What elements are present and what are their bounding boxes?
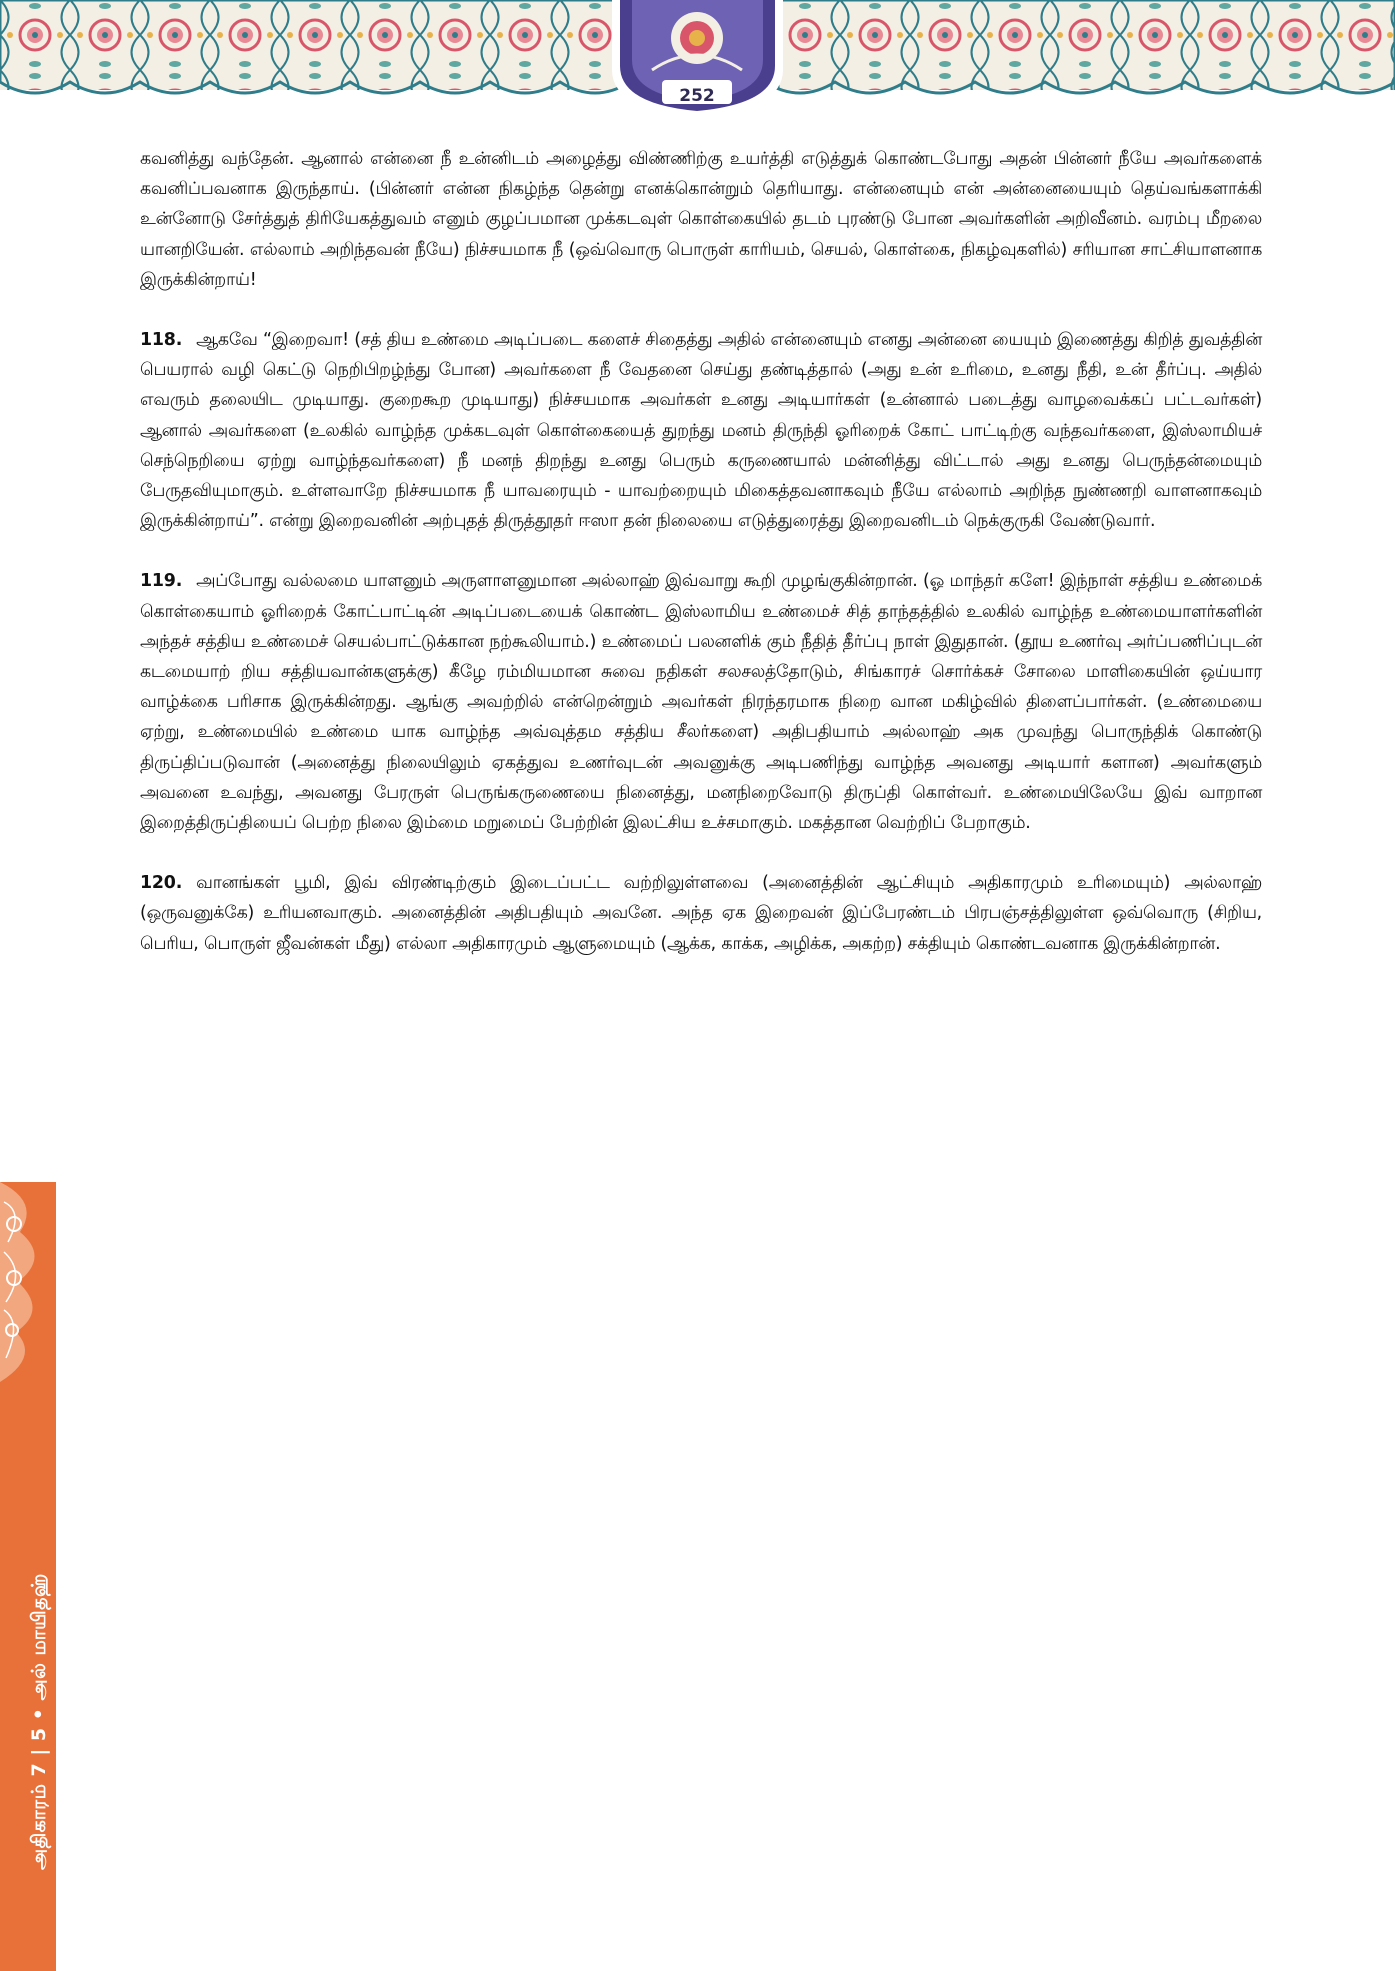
verse-number: 120. [140, 873, 183, 894]
verse-commentary-body [140, 144, 1262, 989]
paragraph-verse-119 [140, 566, 1262, 838]
paragraph-verse-118 [140, 325, 1262, 536]
paragraph-text: ஆகவே “இறைவா! (சத் திய உண்மை அடிப்படை களைச் சிதைத்து அதில் என்னையும் எனது அன்னை யையும் இணைத்து கிறித் துவத்தின் பெயரால் வழி கெட்டு நெறிபிறழ்ந்து போன) அவர்களை நீ வேதனை செய்து தண்டித்தால் (அது உன் உரிமை, உனது நீதி, உன் தீர்ப்பு. அதில் எவரும் தலையிட முடியாது. குறைகூற முடியாது) நிச்சயமாக அவர்கள் உனது அடியார்கள் (உன்னால் படைத்து வாழவைக்கப் பட்டவர்கள்) ஆனால் அவர்களை (உலகில் வாழ்ந்த முக்கடவுள் கொள்கையைத் துறந்து மனம் திருந்தி ஓரிறைக் கோட் பாட்டிற்கு வந்தவர்களை, இஸ்லாமியச் செந்நெறியை ஏற்று வாழ்ந்தவர்களை) நீ மனந் திறந்து உனது பெரும் கருணையால் மன்னித்து விட்டால் அது உனது பெருந்தன்மையும் பேருதவியுமாகும். உள்ளவாறே நிச்சயமாக நீ யாவரையும் - யாவற்றையும் மிகைத்தவனாகவும் நீயே எல்லாம் அறிந்த நுண்ணறி வாளனாகவும் இருக்கின்றாய்”. என்று இறைவனின் அற்புதத் திருத்தூதர் ஈஸா தன் நிலையை எடுத்துரைத்து இறைவனிடம் நெக்குருகி வேண்டுவார். [140, 330, 1262, 532]
page-number: 252 [679, 86, 715, 106]
chapter-side-label: அதிகாரம் 7 | 5 • அல் மாயிதஹ் [28, 1573, 50, 1870]
paragraph-verse-120 [140, 868, 1262, 959]
paragraph-text: வானங்கள் பூமி, இவ் விரண்டிற்கும் இடைப்பட்ட வற்றிலுள்ளவை (அனைத்தின் ஆட்சியும் அதிகாரமும் உரிமையும்) அல்லாஹ் (ஒருவனுக்கே) உரியனவாகும். அனைத்தின் அதிபதியும் அவனே. அந்த ஏக இறைவன் இப்பேரண்டம் பிரபஞ்சத்திலுள்ள ஒவ்வொரு (சிறிய, பெரிய, பொருள் ஜீவன்கள் மீது) எல்லா அதிகாரமும் ஆளுமையும் (ஆக்க, காக்க, அழிக்க, அகற்ற) சக்தியும் கொண்டவனாக இருக்கின்றான். [140, 873, 1262, 954]
paragraph-text: கவனித்து வந்தேன். ஆனால் என்னை நீ உன்னிடம் அழைத்து விண்ணிற்கு உயர்த்தி எடுத்துக் கொண்டபோது அதன் பின்னர் நீயே அவர்களைக் கவனிப்பவனாக இருந்தாய். (பின்னர் என்ன நிகழ்ந்த தென்று எனக்கொன்றும் தெரியாது. என்னையும் என் அன்னையையும் தெய்வங்களாக்கி உன்னோடு சேர்த்துத் திரியேகத்துவம் எனும் குழப்பமான முக்கடவுள் கொள்கையில் தடம் புரண்டு போன அவர்களின் அறிவீனம். வரம்பு மீறலை யானறியேன். எல்லாம் அறிந்தவன் நீயே) நிச்சயமாக நீ (ஒவ்வொரு பொருள் காரியம், செயல், கொள்கை, நிகழ்வுகளில்) சரியான சாட்சியாளனாக இருக்கின்றாய்! [140, 149, 1262, 290]
paragraph-continuation [140, 144, 1262, 295]
floral-ornament-icon [0, 1182, 56, 1382]
paragraph-text: அப்போது வல்லமை யாளனும் அருளாளனுமான அல்லாஹ் இவ்வாறு கூறி முழங்குகின்றான். (ஓ மாந்தர் களே! இந்நாள் சத்திய உண்மைக் கொள்கையாம் ஓரிறைக் கோட்பாட்டின் அடிப்படையைக் கொண்ட இஸ்லாமிய உண்மைச் சித் தாந்தத்தில் உலகில் வாழ்ந்த உண்மையாளர்களின் அந்தச் சத்திய உண்மைச் செயல்பாட்டுக்கான நற்கூலியாம்.) உண்மைப் பலனளிக் கும் நீதித் தீர்ப்பு நாள் இதுதான். (தூய உணர்வு அர்ப்பணிப்புடன் கடமையாற் றிய சத்தியவான்களுக்கு) கீழே ரம்மியமான சுவை நதிகள் சலசலத்தோடும், சிங்காரச் சொர்க்கச் சோலை மாளிகையின் ஒய்யார வாழ்க்கை பரிசாக இருக்கின்றது. ஆங்கு அவற்றில் என்றென்றும் அவர்கள் நிரந்தரமாக நிறை வான மகிழ்வில் திளைப்பார்கள். (உண்மையை ஏற்று, உண்மையில் உண்மை யாக வாழ்ந்த அவ்வுத்தம சத்திய சீலர்களை) அதிபதியாம் அல்லாஹ் அக முவந்து பொருந்திக் கொண்டு திருப்திப்படுவான் (அனைத்து நிலையிலும் ஏகத்துவ உணர்வுடன் அவனுக்கு அடிபணிந்து வாழ்ந்த அவனது அடியார் களான) அவர்களும் அவனை உவந்து, அவனது பேரருள் பெருங்கருணையை நினைத்து, மனநிறைவோடு திருப்தி கொள்வர். உண்மையிலேயே இவ் வாறான இறைத்திருப்தியைப் பெற்ற நிலை இம்மை மறுமைப் பேற்றின் இலட்சிய உச்சமாகும். மகத்தான வெற்றிப் பேறாகும். [140, 571, 1262, 834]
verse-number: 118. [140, 330, 183, 351]
verse-number: 119. [140, 571, 183, 592]
